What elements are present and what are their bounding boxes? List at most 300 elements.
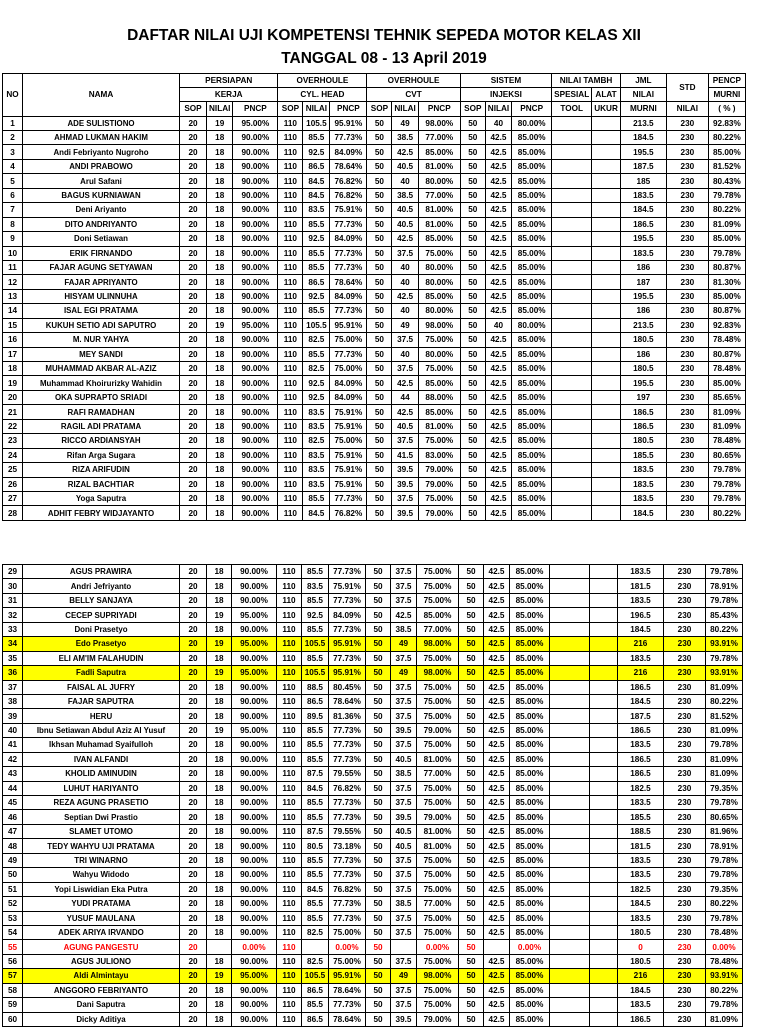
cell-row-no: 45: [3, 796, 23, 810]
cell-row-no: 44: [3, 781, 23, 795]
cell-alat-ukur: [592, 405, 621, 419]
cell-spesial-tool: [552, 477, 592, 491]
cell-alat-ukur: [590, 925, 618, 939]
cell-spesial-tool: [550, 608, 590, 622]
cell-std-nilai: 230: [666, 477, 708, 491]
cell-injeksi-sop: 50: [459, 767, 484, 781]
cell-student-name: AGUS JULIONO: [23, 954, 180, 968]
cell-injeksi-pncp: 85.00%: [512, 463, 552, 477]
cell-cvt-sop: 50: [367, 217, 392, 231]
cell-spesial-tool: [552, 362, 592, 376]
cell-cylhead-sop: 110: [277, 579, 302, 593]
cell-persiapan-nilai: 18: [207, 275, 233, 289]
cell-pencp-murni: 79.78%: [706, 868, 743, 882]
cell-cylhead-nilai: 88.5: [302, 680, 329, 694]
cell-persiapan-sop: 20: [180, 289, 207, 303]
table-row: [3, 289, 746, 303]
cell-cylhead-sop: 110: [278, 318, 303, 332]
cell-cylhead-pncp: 95.91%: [329, 637, 366, 651]
cell-injeksi-sop: 50: [460, 506, 485, 520]
cell-injeksi-nilai: 42.5: [485, 260, 511, 274]
cell-std-nilai: 230: [666, 347, 708, 361]
cell-injeksi-pncp: 85.00%: [512, 448, 552, 462]
cell-injeksi-nilai: 42.5: [484, 593, 510, 607]
cell-cylhead-pncp: 95.91%: [330, 318, 367, 332]
cell-cylhead-nilai: 92.5: [303, 376, 330, 390]
cell-injeksi-sop: 50: [459, 868, 484, 882]
cell-persiapan-nilai: 18: [207, 304, 233, 318]
cell-cvt-nilai: 40.5: [391, 824, 417, 838]
cell-std-nilai: 230: [664, 868, 706, 882]
cell-injeksi-nilai: 42.5: [485, 174, 511, 188]
cell-jml-nilai-murni: 183.5: [620, 477, 666, 491]
cell-persiapan-sop: 20: [180, 853, 207, 867]
cell-std-nilai: 230: [664, 709, 706, 723]
cell-jml-nilai-murni: 184.5: [618, 983, 664, 997]
cell-row-no: 43: [3, 767, 23, 781]
cell-student-name: Yopi Liswidian Eka Putra: [23, 882, 180, 896]
cell-spesial-tool: [552, 333, 592, 347]
cell-cylhead-pncp: 77.73%: [329, 593, 366, 607]
cell-spesial-tool: [552, 390, 592, 404]
cell-row-no: 19: [3, 376, 23, 390]
cell-persiapan-nilai: 18: [207, 217, 233, 231]
header-nilai-tambh: NILAI TAMBH: [552, 74, 621, 88]
cell-injeksi-sop: 50: [460, 116, 485, 130]
cell-alat-ukur: [590, 839, 618, 853]
cell-spesial-tool: [550, 781, 590, 795]
cell-row-no: 10: [3, 246, 23, 260]
header-nilai: NILAI: [303, 102, 330, 116]
cell-row-no: 25: [3, 463, 23, 477]
cell-injeksi-sop: 50: [460, 448, 485, 462]
cell-cylhead-sop: 110: [277, 738, 302, 752]
cell-cylhead-sop: 110: [277, 824, 302, 838]
cell-pencp-murni: 81.09%: [708, 419, 745, 433]
cell-student-name: OKA SUPRAPTO SRIADI: [23, 390, 180, 404]
cell-injeksi-pncp: 85.00%: [512, 174, 552, 188]
cell-cvt-nilai: 37.5: [391, 565, 417, 579]
cell-row-no: 16: [3, 333, 23, 347]
cell-injeksi-sop: 50: [459, 954, 484, 968]
cell-alat-ukur: [592, 304, 621, 318]
cell-injeksi-nilai: 42.5: [485, 477, 511, 491]
cell-cvt-nilai: 37.5: [391, 796, 417, 810]
cell-persiapan-pncp: 95.00%: [232, 666, 277, 680]
cell-injeksi-sop: 50: [459, 565, 484, 579]
cell-alat-ukur: [592, 260, 621, 274]
cell-cvt-pncp: 98.00%: [417, 666, 459, 680]
cell-student-name: MEY SANDI: [23, 347, 180, 361]
table-row: [3, 116, 746, 130]
cell-persiapan-pncp: 95.00%: [233, 318, 278, 332]
cell-injeksi-sop: 50: [460, 217, 485, 231]
cell-alat-ukur: [592, 347, 621, 361]
cell-cylhead-nilai: 80.5: [302, 839, 329, 853]
cell-cvt-nilai: 40: [392, 347, 418, 361]
cell-pencp-murni: 80.22%: [706, 694, 743, 708]
cell-row-no: 47: [3, 824, 23, 838]
cell-cvt-nilai: 40.5: [391, 752, 417, 766]
cell-std-nilai: 230: [666, 390, 708, 404]
cell-cvt-pncp: 80.00%: [418, 275, 460, 289]
cell-jml-nilai-murni: 186.5: [618, 767, 664, 781]
cell-persiapan-nilai: 19: [207, 637, 232, 651]
cell-persiapan-sop: 20: [180, 969, 207, 983]
cell-alat-ukur: [592, 174, 621, 188]
cell-cylhead-nilai: 84.5: [302, 882, 329, 896]
cell-cvt-nilai: 42.5: [392, 145, 418, 159]
cell-persiapan-sop: 20: [180, 868, 207, 882]
cell-injeksi-sop: 50: [459, 810, 484, 824]
cell-persiapan-nilai: 18: [207, 781, 232, 795]
cell-cvt-sop: 50: [366, 781, 391, 795]
cell-cvt-pncp: 81.00%: [417, 839, 459, 853]
cell-injeksi-sop: 50: [459, 709, 484, 723]
cell-cylhead-pncp: 75.00%: [329, 925, 366, 939]
cell-cylhead-nilai: 105.5: [303, 318, 330, 332]
cell-alat-ukur: [592, 203, 621, 217]
cell-pencp-murni: 81.52%: [708, 159, 745, 173]
cell-injeksi-sop: 50: [460, 477, 485, 491]
cell-jml-nilai-murni: 180.5: [620, 362, 666, 376]
cell-injeksi-sop: 50: [460, 131, 485, 145]
cell-alat-ukur: [592, 188, 621, 202]
cell-persiapan-pncp: 90.00%: [232, 983, 277, 997]
cell-cylhead-sop: 110: [278, 405, 303, 419]
cell-std-nilai: 230: [664, 752, 706, 766]
cell-row-no: 50: [3, 868, 23, 882]
cell-std-nilai: 230: [666, 434, 708, 448]
cell-injeksi-nilai: 42.5: [484, 781, 510, 795]
cell-alat-ukur: [590, 897, 618, 911]
cell-student-name: AHMAD LUKMAN HAKIM: [23, 131, 180, 145]
cell-cylhead-pncp: 75.00%: [330, 333, 367, 347]
cell-jml-nilai-murni: 183.5: [618, 853, 664, 867]
cell-cvt-nilai: 37.5: [391, 579, 417, 593]
cell-persiapan-nilai: 18: [207, 477, 233, 491]
cell-spesial-tool: [550, 637, 590, 651]
cell-persiapan-nilai: 18: [207, 897, 232, 911]
cell-pencp-murni: 79.78%: [706, 911, 743, 925]
cell-student-name: Muhammad Khoirurizky Wahidin: [23, 376, 180, 390]
cell-student-name: Deni Ariyanto: [23, 203, 180, 217]
cell-spesial-tool: [552, 463, 592, 477]
cell-injeksi-pncp: 85.00%: [510, 608, 550, 622]
cell-persiapan-sop: 20: [180, 275, 207, 289]
cell-cvt-nilai: 40: [392, 304, 418, 318]
cell-cvt-sop: 50: [366, 897, 391, 911]
cell-persiapan-pncp: 95.00%: [232, 608, 277, 622]
cell-cylhead-sop: 110: [278, 419, 303, 433]
cell-jml-nilai-murni: 186: [620, 304, 666, 318]
cell-persiapan-pncp: 90.00%: [232, 824, 277, 838]
cell-injeksi-sop: 50: [460, 405, 485, 419]
cell-injeksi-nilai: 42.5: [485, 347, 511, 361]
cell-jml-nilai-murni: 180.5: [620, 434, 666, 448]
cell-cvt-sop: 50: [366, 723, 391, 737]
cell-std-nilai: 230: [664, 954, 706, 968]
cell-cvt-pncp: 75.00%: [417, 579, 459, 593]
cell-injeksi-sop: 50: [460, 333, 485, 347]
cell-spesial-tool: [552, 203, 592, 217]
cell-cylhead-nilai: 85.5: [302, 868, 329, 882]
cell-injeksi-sop: 50: [460, 159, 485, 173]
table-row: [3, 781, 743, 795]
cell-cylhead-pncp: 95.91%: [329, 969, 366, 983]
cell-injeksi-sop: 50: [460, 145, 485, 159]
cell-persiapan-nilai: 18: [207, 954, 232, 968]
cell-cvt-pncp: 98.00%: [417, 637, 459, 651]
cell-injeksi-sop: 50: [460, 174, 485, 188]
table-row: [3, 666, 743, 680]
cell-persiapan-sop: 20: [180, 998, 207, 1012]
cell-persiapan-pncp: 90.00%: [232, 998, 277, 1012]
cell-jml-nilai-murni: 186.5: [618, 752, 664, 766]
cell-jml-nilai-murni: 195.5: [620, 289, 666, 303]
cell-std-nilai: 230: [666, 463, 708, 477]
cell-student-name: Aldi Almintayu: [23, 969, 180, 983]
cell-injeksi-pncp: 85.00%: [512, 260, 552, 274]
cell-cylhead-sop: 110: [277, 998, 302, 1012]
cell-jml-nilai-murni: 186: [620, 260, 666, 274]
cell-spesial-tool: [550, 868, 590, 882]
cell-std-nilai: 230: [664, 738, 706, 752]
cell-cylhead-pncp: 77.73%: [329, 810, 366, 824]
cell-jml-nilai-murni: 184.5: [618, 897, 664, 911]
cell-cvt-pncp: 77.00%: [417, 622, 459, 636]
cell-cylhead-sop: 110: [278, 362, 303, 376]
cell-cylhead-nilai: 85.5: [303, 347, 330, 361]
cell-cylhead-pncp: 78.64%: [330, 159, 367, 173]
cell-jml-nilai-murni: 197: [620, 390, 666, 404]
cell-injeksi-sop: 50: [459, 752, 484, 766]
cell-row-no: 39: [3, 709, 23, 723]
cell-spesial-tool: [550, 723, 590, 737]
cell-injeksi-nilai: 42.5: [485, 419, 511, 433]
cell-persiapan-pncp: 90.00%: [233, 419, 278, 433]
table-row: [3, 593, 743, 607]
cell-cvt-sop: 50: [366, 824, 391, 838]
cell-spesial-tool: [552, 232, 592, 246]
cell-injeksi-pncp: 85.00%: [510, 694, 550, 708]
table-row: [3, 347, 746, 361]
cell-cvt-nilai: 39.5: [392, 506, 418, 520]
cell-cylhead-nilai: 83.5: [303, 203, 330, 217]
cell-cvt-sop: 50: [366, 637, 391, 651]
cell-cylhead-sop: 110: [278, 203, 303, 217]
cell-spesial-tool: [550, 767, 590, 781]
cell-cvt-sop: 50: [367, 188, 392, 202]
cell-injeksi-nilai: 42.5: [485, 203, 511, 217]
cell-persiapan-sop: 20: [180, 376, 207, 390]
cell-persiapan-pncp: 95.00%: [232, 723, 277, 737]
cell-cylhead-pncp: 77.73%: [330, 260, 367, 274]
cell-injeksi-sop: 50: [460, 463, 485, 477]
cell-cvt-nilai: 42.5: [392, 405, 418, 419]
cell-persiapan-pncp: 90.00%: [232, 752, 277, 766]
cell-row-no: 33: [3, 622, 23, 636]
table-row: [3, 131, 746, 145]
cell-std-nilai: 230: [664, 781, 706, 795]
cell-row-no: 27: [3, 491, 23, 505]
cell-student-name: ADHIT FEBRY WIDJAYANTO: [23, 506, 180, 520]
cell-row-no: 54: [3, 925, 23, 939]
cell-injeksi-nilai: 42.5: [484, 853, 510, 867]
cell-injeksi-pncp: 80.00%: [512, 318, 552, 332]
cell-cylhead-sop: 110: [277, 752, 302, 766]
cell-persiapan-pncp: 90.00%: [233, 145, 278, 159]
cell-cylhead-nilai: 85.5: [302, 998, 329, 1012]
cell-injeksi-sop: 50: [459, 911, 484, 925]
cell-pencp-murni: 81.09%: [706, 680, 743, 694]
cell-pencp-murni: 85.00%: [708, 376, 745, 390]
cell-student-name: RICCO ARDIANSYAH: [23, 434, 180, 448]
cell-alat-ukur: [592, 463, 621, 477]
cell-row-no: 31: [3, 593, 23, 607]
cell-cvt-nilai: 42.5: [392, 376, 418, 390]
cell-std-nilai: 230: [664, 983, 706, 997]
cell-injeksi-nilai: 42.5: [484, 796, 510, 810]
cell-persiapan-pncp: 90.00%: [233, 289, 278, 303]
cell-persiapan-nilai: 18: [207, 506, 233, 520]
table-row: [3, 925, 743, 939]
cell-cylhead-nilai: 105.5: [302, 969, 329, 983]
cell-pencp-murni: 80.22%: [706, 897, 743, 911]
cell-pencp-murni: 81.09%: [708, 217, 745, 231]
cell-pencp-murni: 78.48%: [708, 333, 745, 347]
cell-cylhead-pncp: 75.91%: [330, 448, 367, 462]
cell-cvt-nilai: 49: [391, 969, 417, 983]
cell-cylhead-nilai: 84.5: [303, 188, 330, 202]
cell-injeksi-nilai: 42.5: [485, 188, 511, 202]
cell-cylhead-sop: 110: [277, 954, 302, 968]
cell-persiapan-nilai: 18: [207, 882, 232, 896]
cell-student-name: Doni Setiawan: [23, 232, 180, 246]
cell-injeksi-nilai: 42.5: [485, 405, 511, 419]
cell-injeksi-sop: 50: [460, 232, 485, 246]
cell-std-nilai: 230: [664, 622, 706, 636]
cell-cvt-pncp: 80.00%: [418, 304, 460, 318]
cell-alat-ukur: [590, 824, 618, 838]
cell-cylhead-nilai: 83.5: [303, 448, 330, 462]
header-pncp: PNCP: [512, 102, 552, 116]
cell-cvt-sop: 50: [366, 925, 391, 939]
cell-row-no: 46: [3, 810, 23, 824]
cell-cvt-pncp: 75.00%: [418, 362, 460, 376]
cell-student-name: Andri Jefriyanto: [23, 579, 180, 593]
cell-injeksi-nilai: 42.5: [484, 998, 510, 1012]
cell-cylhead-nilai: 86.5: [303, 275, 330, 289]
cell-injeksi-sop: 50: [459, 694, 484, 708]
cell-cylhead-sop: 110: [278, 145, 303, 159]
cell-cvt-nilai: 37.5: [391, 593, 417, 607]
cell-injeksi-sop: 50: [459, 796, 484, 810]
cell-jml-nilai-murni: 186: [620, 347, 666, 361]
cell-std-nilai: 230: [666, 491, 708, 505]
cell-cylhead-pncp: 75.00%: [329, 954, 366, 968]
cell-injeksi-sop: 50: [459, 882, 484, 896]
table-row: [3, 853, 743, 867]
cell-cylhead-pncp: 75.91%: [330, 463, 367, 477]
header-sop: SOP: [180, 102, 207, 116]
cell-spesial-tool: [552, 376, 592, 390]
cell-cvt-nilai: 49: [392, 116, 418, 130]
cell-cvt-sop: 50: [366, 651, 391, 665]
cell-alat-ukur: [592, 506, 621, 520]
table-row: [3, 868, 743, 882]
cell-injeksi-sop: 50: [459, 637, 484, 651]
cell-cvt-sop: 50: [367, 434, 392, 448]
cell-jml-nilai-murni: 183.5: [620, 246, 666, 260]
cell-persiapan-sop: 20: [180, 796, 207, 810]
cell-cvt-sop: 50: [367, 246, 392, 260]
cell-persiapan-nilai: 18: [207, 448, 233, 462]
cell-injeksi-nilai: 42.5: [484, 752, 510, 766]
cell-cvt-nilai: 40.5: [391, 839, 417, 853]
cell-cvt-sop: 50: [366, 839, 391, 853]
cell-jml-nilai-murni: 216: [618, 969, 664, 983]
cell-pencp-murni: 81.09%: [706, 752, 743, 766]
cell-persiapan-nilai: 19: [207, 723, 232, 737]
cell-student-name: Yoga Saputra: [23, 491, 180, 505]
cell-cylhead-pncp: 79.55%: [329, 824, 366, 838]
table-row: [3, 882, 743, 896]
cell-cylhead-nilai: 85.5: [302, 810, 329, 824]
cell-injeksi-pncp: 85.00%: [512, 506, 552, 520]
cell-cylhead-nilai: 85.5: [303, 304, 330, 318]
cell-std-nilai: 230: [666, 405, 708, 419]
cell-alat-ukur: [592, 318, 621, 332]
cell-student-name: M. NUR YAHYA: [23, 333, 180, 347]
cell-cylhead-pncp: 84.09%: [330, 289, 367, 303]
cell-cylhead-nilai: 82.5: [303, 333, 330, 347]
cell-persiapan-pncp: 90.00%: [232, 911, 277, 925]
cell-spesial-tool: [550, 925, 590, 939]
cell-std-nilai: 230: [664, 651, 706, 665]
cell-jml-nilai-murni: 185.5: [620, 448, 666, 462]
cell-alat-ukur: [590, 969, 618, 983]
table-row: [3, 362, 746, 376]
cell-std-nilai: 230: [666, 448, 708, 462]
cell-injeksi-pncp: 85.00%: [510, 969, 550, 983]
cell-jml-nilai-murni: 184.5: [620, 131, 666, 145]
cell-injeksi-nilai: 42.5: [485, 159, 511, 173]
cell-pencp-murni: 79.78%: [708, 246, 745, 260]
cell-cylhead-sop: 110: [277, 1012, 302, 1026]
cell-student-name: BAGUS KURNIAWAN: [23, 188, 180, 202]
cell-student-name: ADE SULISTIONO: [23, 116, 180, 130]
cell-cvt-nilai: 37.5: [391, 882, 417, 896]
cell-spesial-tool: [552, 188, 592, 202]
cell-cvt-sop: 50: [366, 694, 391, 708]
cell-pencp-murni: 80.22%: [706, 983, 743, 997]
cell-cvt-sop: 50: [367, 174, 392, 188]
cell-injeksi-nilai: 42.5: [485, 217, 511, 231]
cell-student-name: Andi Febriyanto Nugroho: [23, 145, 180, 159]
header-cvt: CVT: [367, 88, 460, 102]
cell-row-no: 40: [3, 723, 23, 737]
cell-cvt-sop: 50: [367, 448, 392, 462]
cell-injeksi-nilai: 42.5: [484, 723, 510, 737]
cell-cylhead-sop: 110: [278, 448, 303, 462]
cell-injeksi-nilai: 40: [485, 318, 511, 332]
cell-persiapan-pncp: 90.00%: [233, 232, 278, 246]
cell-persiapan-nilai: 19: [207, 666, 232, 680]
cell-jml-nilai-murni: 181.5: [618, 839, 664, 853]
table-row: [3, 911, 743, 925]
cell-cylhead-nilai: 85.5: [302, 897, 329, 911]
